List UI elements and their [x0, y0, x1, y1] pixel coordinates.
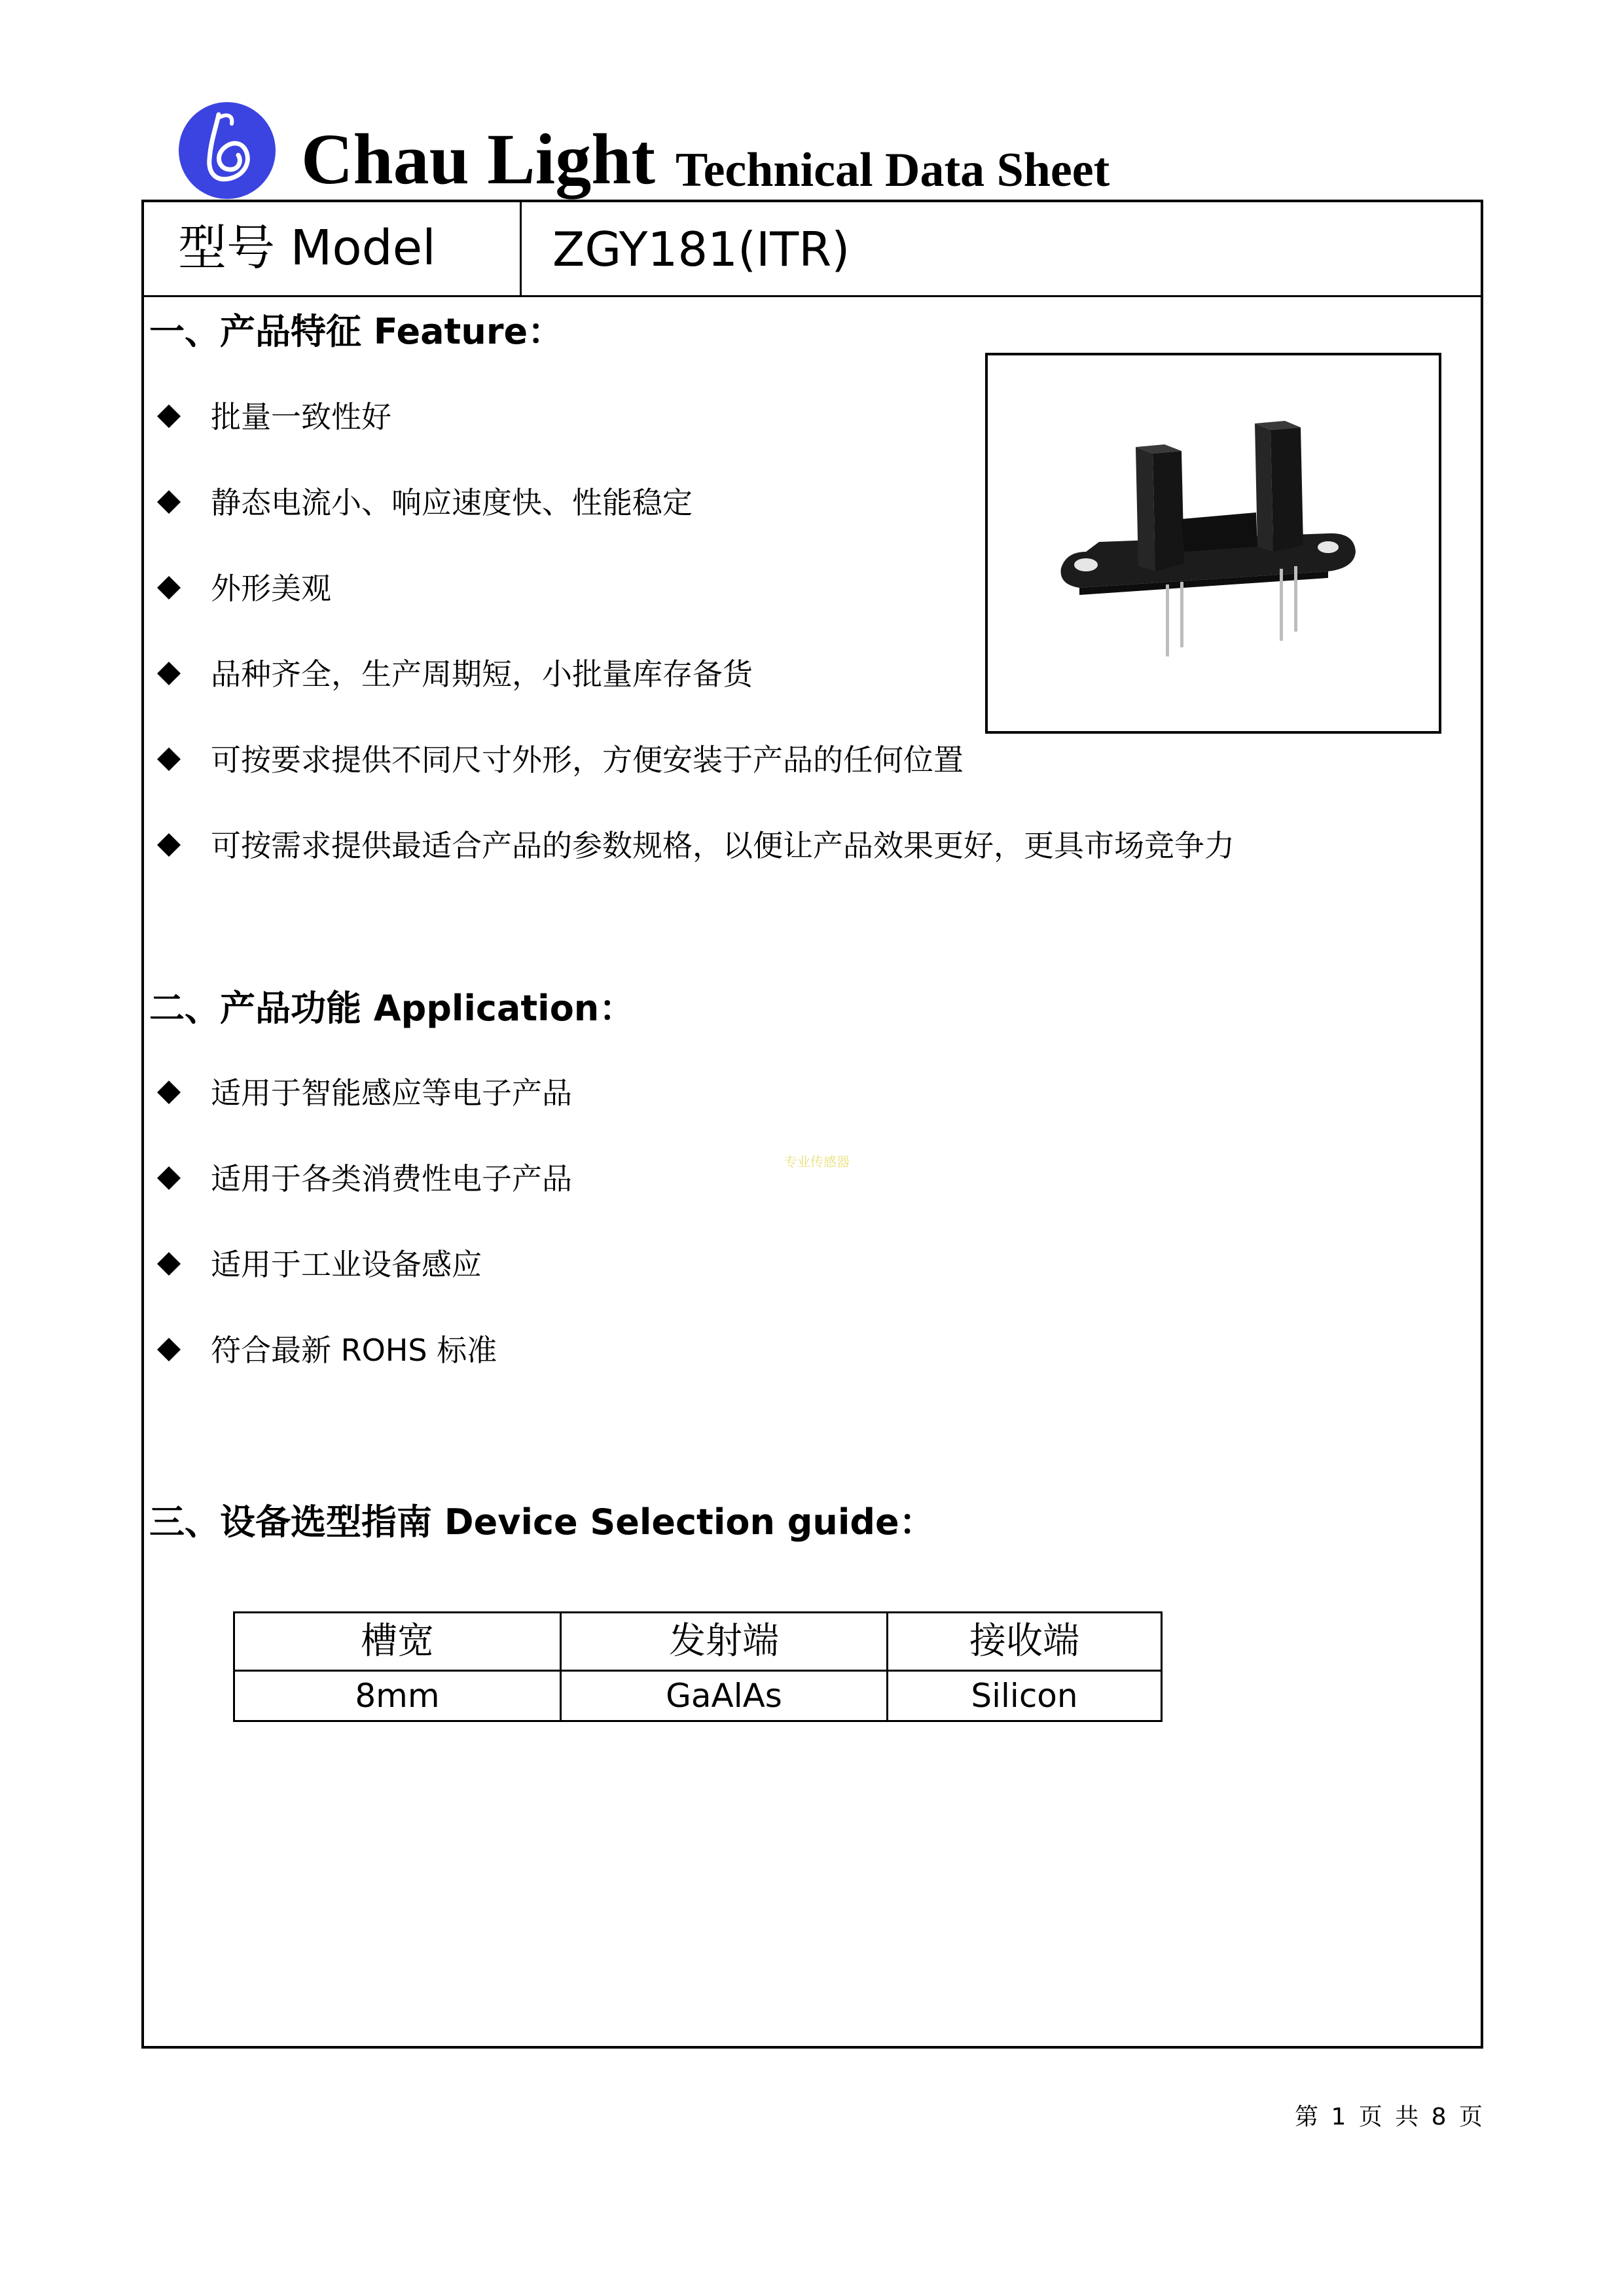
diamond-bullet-icon: [156, 1165, 182, 1191]
application-item-text: 适用于智能感应等电子产品: [211, 1075, 572, 1111]
feature-item-text: 可按需求提供最适合产品的参数规格，以便让产品效果更好，更具市场竞争力: [211, 828, 1235, 863]
selection-section-title: 三、设备选型指南 Device Selection guide：: [149, 1501, 935, 1543]
page-number: 第 1 页 共 8 页: [1295, 2104, 1483, 2130]
selection-table: [233, 1611, 1163, 1722]
slot-sensor-image: [988, 355, 1439, 731]
feature-item-text: 静态电流小、响应速度快、性能稳定: [211, 485, 693, 520]
table-row: [234, 1671, 1162, 1721]
diamond-bullet-icon: [156, 832, 182, 858]
table-header-row: [234, 1613, 1162, 1671]
model-value: ZGY181(ITR): [552, 222, 850, 277]
brand-name: Chau Light: [301, 119, 656, 199]
diamond-bullet-icon: [156, 1079, 182, 1105]
application-item-text: 适用于各类消费性电子产品: [211, 1161, 572, 1196]
feature-item-text: 品种齐全，生产周期短，小批量库存备货: [211, 656, 753, 692]
diamond-bullet-icon: [156, 1251, 182, 1277]
model-divider: [520, 202, 522, 295]
table-cell: Silicon: [888, 1671, 1162, 1721]
product-photo: [985, 353, 1441, 734]
feature-item-text: 批量一致性好: [211, 399, 391, 435]
application-section-title: 二、产品功能 Application：: [149, 988, 635, 1029]
application-item-text: 适用于工业设备感应: [211, 1247, 482, 1282]
brand-logo: [178, 101, 276, 200]
table-cell: 8mm: [234, 1671, 561, 1721]
feature-item-text: 外形美观: [211, 571, 331, 606]
diamond-bullet-icon: [156, 660, 182, 687]
diamond-bullet-icon: [156, 1336, 182, 1363]
table-cell: GaAlAs: [561, 1671, 888, 1721]
feature-item-text: 可按要求提供不同尺寸外形，方便安装于产品的任何位置: [211, 742, 964, 778]
table-header-cell: 发射端: [561, 1613, 888, 1671]
diamond-bullet-icon: [156, 746, 182, 772]
watermark-text: 专业传感器: [784, 1154, 850, 1170]
diamond-bullet-icon: [156, 575, 182, 601]
diamond-bullet-icon: [156, 489, 182, 515]
model-row: [144, 202, 1481, 297]
diamond-bullet-icon: [156, 403, 182, 429]
feature-section-title: 一、产品特征 Feature：: [149, 311, 564, 352]
table-header-cell: 接收端: [888, 1613, 1162, 1671]
content-frame: [141, 200, 1483, 2049]
table-header-cell: 槽宽: [234, 1613, 561, 1671]
application-item-text: 符合最新 ROHS 标准: [211, 1333, 497, 1368]
model-label: 型号 Model: [178, 220, 436, 276]
document-subtitle: Technical Data Sheet: [676, 143, 1110, 197]
